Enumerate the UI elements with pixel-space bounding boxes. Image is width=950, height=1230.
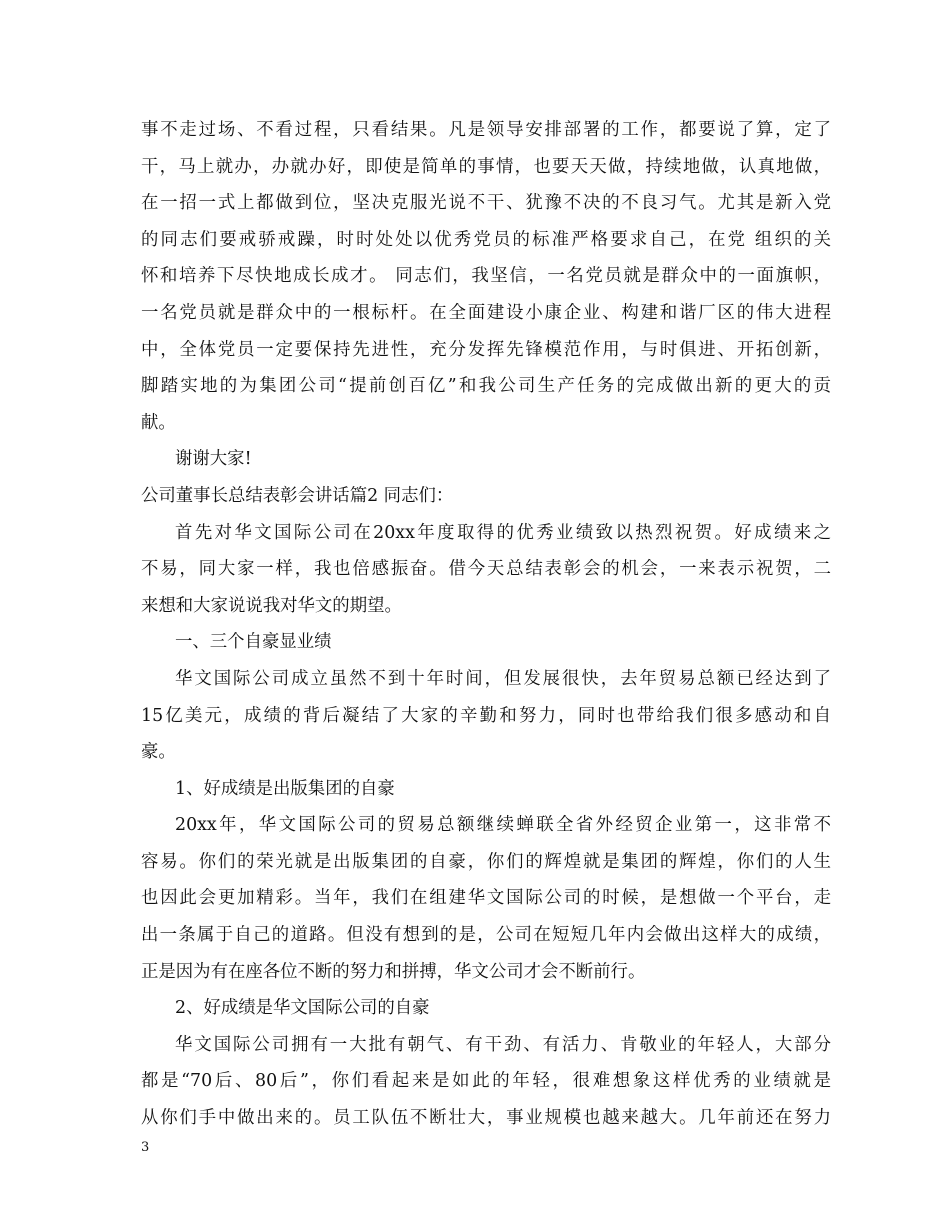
text-line: 中，全体党员一定要保持先进性，充分发挥先锋模范作用，与时俱进、开拓创新， [141,339,831,360]
text-line: 不易，同大家一样，我也倍感振奋。借今天总结表彰会的机会，一来表示祝贺，二 [141,559,831,580]
section-heading: 公司董事长总结表彰会讲话篇2 同志们： [141,485,454,506]
text-line: 献。 [141,412,176,433]
text-line: 容易。你们的荣光就是出版集团的自豪，你们的辉煌就是集团的辉煌，你们的人生 [141,851,831,872]
text-line: 豪。 [141,742,176,763]
document-body [141,112,831,1137]
text-line: 首先对华文国际公司在20xx年度取得的优秀业绩致以热烈祝贺。好成绩来之 [175,522,831,543]
text-line: 都是“70后、80后”，你们看起来是如此的年轻，很难想象这样优秀的业绩就是 [141,1071,831,1092]
text-line: 也因此会更加精彩。当年，我们在组建华文国际公司的时候，是想做一个平台，走 [141,888,831,909]
text-line: 15亿美元，成绩的背后凝结了大家的辛勤和努力，同时也带给我们很多感动和自 [141,705,831,726]
text-line: 在一招一式上都做到位，坚决克服光说不干、犹豫不决的不良习气。尤其是新入党 [141,193,831,214]
text-line: 来想和大家说说我对华文的期望。 [141,595,402,616]
text-line: 华文国际公司成立虽然不到十年时间，但发展很快，去年贸易总额已经达到了 [175,668,831,689]
text-line: 出一条属于自己的道路。但没有想到的是，公司在短短几年内会做出这样大的成绩， [141,925,831,946]
text-line: 的同志们要戒骄戒躁，时时处处以优秀党员的标准严格要求自己，在党 组织的关 [141,229,831,250]
subheading: 一、三个自豪显业绩 [175,632,332,653]
text-line: 一名党员就是群众中的一根标杆。在全面建设小康企业、构建和谐厂区的伟大进程 [141,302,831,323]
closing-line: 谢谢大家! [175,449,252,470]
subheading: 1、好成绩是出版集团的自豪 [175,778,395,799]
text-line: 脚踏实地的为集团公司“提前创百亿”和我公司生产任务的完成做出新的更大的贡 [141,376,831,397]
text-line: 怀和培养下尽快地成长成才。 同志们，我坚信，一名党员就是群众中的一面旗帜， [141,266,831,287]
text-line: 20xx年，华文国际公司的贸易总额继续蝉联全省外经贸企业第一，这非常不 [175,815,831,836]
text-line: 华文国际公司拥有一大批有朝气、有干劲、有活力、肯敬业的年轻人，大部分 [175,1034,831,1055]
text-line: 从你们手中做出来的。员工队伍不断壮大，事业规模也越来越大。几年前还在努力 [141,1108,831,1129]
text-line: 事不走过场、不看过程，只看结果。凡是领导安排部署的工作，都要说了算，定了 [141,120,831,140]
text-line: 干，马上就办，办就办好，即使是简单的事情，也要天天做，持续地做，认真地做， [141,156,831,177]
subheading: 2、好成绩是华文国际公司的自豪 [175,998,430,1019]
page-number: 3 [141,1140,150,1155]
text-line: 正是因为有在座各位不断的努力和拼搏，华文公司才会不断前行。 [141,961,646,982]
